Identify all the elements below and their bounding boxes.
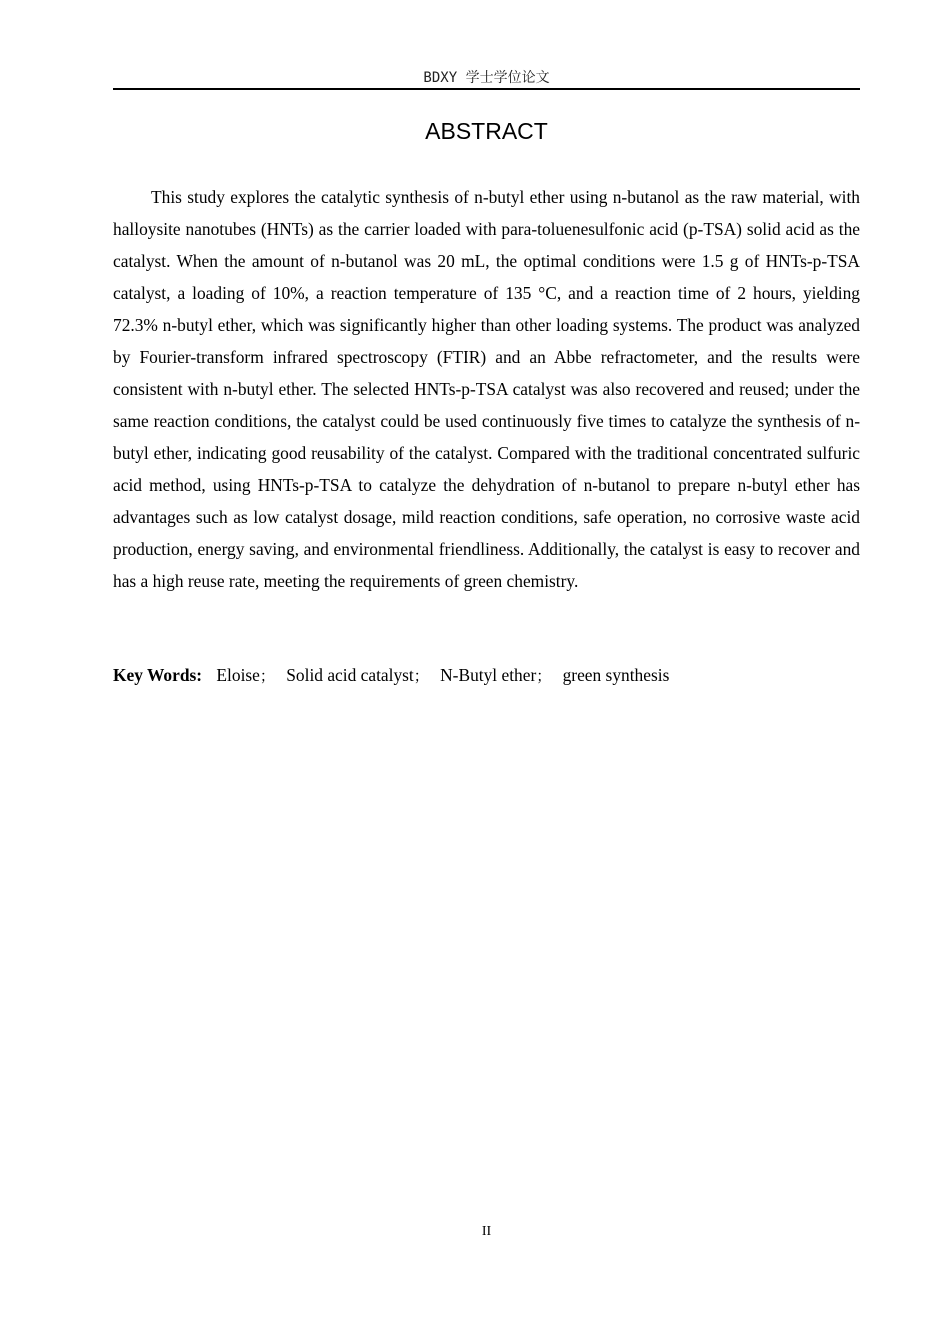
keyword-item: Solid acid catalyst	[286, 665, 414, 685]
keywords-line	[113, 659, 860, 693]
keyword-separator: ；	[413, 669, 429, 685]
header-text: BDXY 学士学位论文	[423, 70, 550, 86]
keyword-item: Eloise	[216, 665, 260, 685]
keyword-separator: ；	[536, 669, 552, 685]
keywords-label: Key Words:	[113, 665, 203, 685]
abstract-body: This study explores the catalytic synthesis of n-butyl ether using n-butanol as the raw material, with halloysite nanotubes (HNTs) as the carrier loaded with para-toluenesulfonic acid (p-TSA) solid acid as the catalyst. When the amount of n-butanol was 20 mL, the optimal conditions were 1.5 g of HNTs-p-TSA catalyst, a loading of 10%, a reaction temperature of 135 °C, and a reaction time of 2 hours, yielding 72.3% n-butyl ether, which was significantly higher than other loading systems. The product was analyzed by Fourier-transform infrared spectroscopy (FTIR) and an Abbe refractometer, and the results were consistent with n-butyl ether. The selected HNTs-p-TSA catalyst was also recovered and reused; under the same reaction conditions, the catalyst could be used continuously five times to catalyze the synthesis of n-butyl ether, indicating good reusability of the catalyst. Compared with the traditional concentrated sulfuric acid method, using HNTs-p-TSA to catalyze the dehydration of n-butanol to prepare n-butyl ether has advantages such as low catalyst dosage, mild reaction conditions, safe operation, no corrosive waste acid production, energy saving, and environmental friendliness. Additionally, the catalyst is easy to recover and has a high reuse rate, meeting the requirements of green chemistry.	[113, 187, 860, 591]
keyword-item: N-Butyl ether	[440, 665, 537, 685]
page-header	[113, 68, 860, 90]
keyword-item: green synthesis	[562, 665, 670, 685]
abstract-title: ABSTRACT	[425, 118, 548, 144]
page-number: II	[481, 1224, 492, 1239]
keyword-separator: ；	[259, 669, 275, 685]
